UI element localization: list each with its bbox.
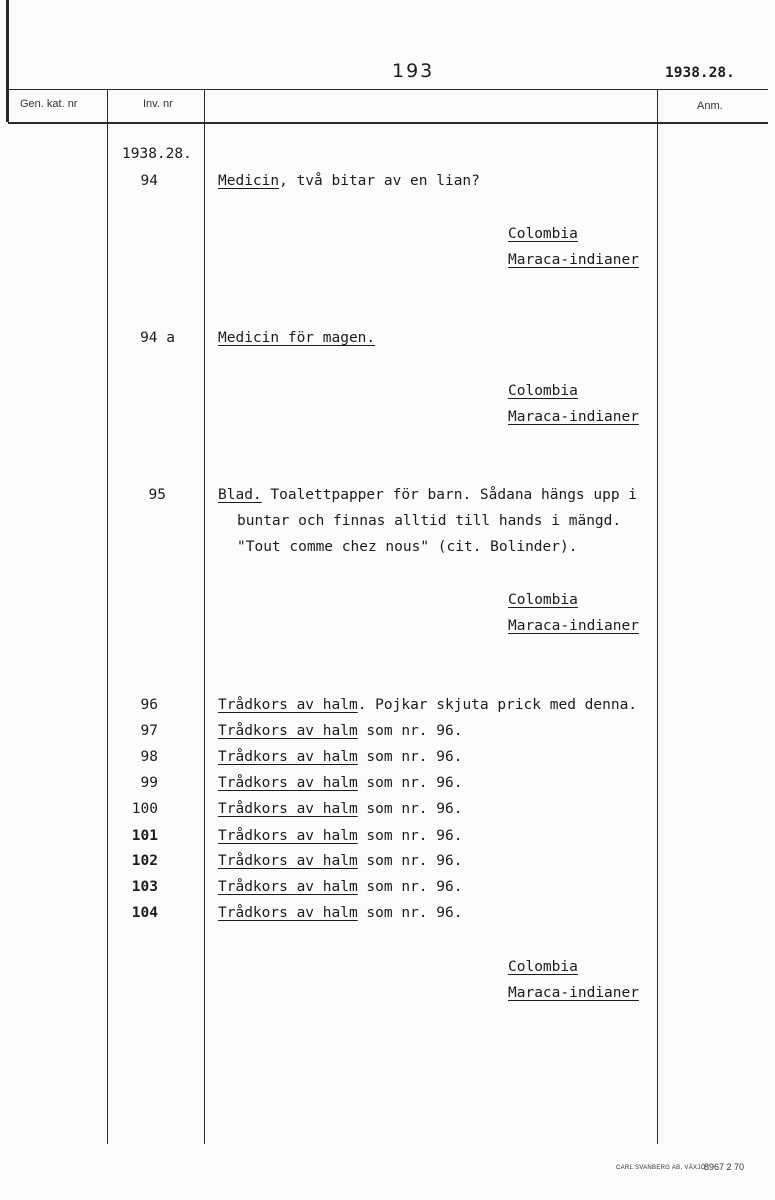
entry-text: Toalettpapper för barn. Sådana hängs upp i	[261, 487, 638, 503]
entry-description	[218, 723, 462, 739]
entry-text: som nr. 96.	[357, 801, 463, 817]
inv-number: 101	[131, 828, 158, 844]
entry-description	[218, 330, 375, 346]
catalog-year: 1938.28.	[665, 65, 735, 81]
print-code: 8967 2 70	[704, 1162, 745, 1172]
inv-number: 94 a	[140, 330, 175, 346]
entry-term: Blad.	[218, 487, 262, 503]
entry-text: som nr. 96.	[357, 828, 463, 844]
inv-number: 97	[140, 723, 158, 739]
entry-text: som nr. 96.	[357, 879, 463, 895]
inv-number: 95	[148, 487, 166, 503]
origin-people: Maraca-indianer	[508, 252, 639, 268]
origin-country: Colombia	[508, 226, 578, 242]
column-header-inv: Inv. nr	[143, 98, 173, 110]
header-rule-top	[8, 89, 768, 90]
entry-term: Trådkors av halm	[218, 801, 358, 817]
inv-number: 98	[140, 749, 158, 765]
entry-continuation: buntar och finnas alltid till hands i mängd.	[237, 513, 622, 529]
column-divider-inv-text	[204, 89, 205, 1144]
entry-text: , två bitar av en lian?	[279, 173, 480, 189]
entry-description	[218, 749, 462, 765]
column-header-anm: Anm.	[697, 100, 723, 112]
inv-number: 94	[140, 173, 158, 189]
inv-number: 100	[131, 801, 158, 817]
collection-reference: 1938.28.	[122, 146, 192, 162]
entry-description	[218, 697, 637, 713]
entry-term: Trådkors av halm	[218, 879, 358, 895]
entry-term: Medicin för magen.	[218, 330, 376, 346]
entry-description	[218, 801, 462, 817]
origin-people: Maraca-indianer	[508, 985, 639, 1001]
entry-term: Trådkors av halm	[218, 749, 358, 765]
entry-text: som nr. 96.	[357, 775, 463, 791]
origin-people: Maraca-indianer	[508, 618, 639, 634]
entry-term: Trådkors av halm	[218, 828, 358, 844]
inv-number: 104	[131, 905, 158, 921]
entry-description	[218, 487, 637, 503]
inv-number: 102	[131, 853, 158, 869]
entry-term: Trådkors av halm	[218, 905, 358, 921]
inv-number: 103	[131, 879, 158, 895]
header-rule-bottom	[8, 122, 768, 124]
entry-term: Trådkors av halm	[218, 697, 358, 713]
entry-term: Trådkors av halm	[218, 723, 358, 739]
entry-description	[218, 905, 462, 921]
entry-term: Trådkors av halm	[218, 775, 358, 791]
origin-country: Colombia	[508, 592, 578, 608]
column-divider-gen-inv	[107, 89, 108, 1144]
entry-description	[218, 828, 462, 844]
page-number: 193	[392, 60, 435, 82]
origin-people: Maraca-indianer	[508, 409, 639, 425]
entry-description	[218, 853, 462, 869]
column-divider-text-anm	[657, 89, 658, 1144]
entry-text: som nr. 96.	[357, 723, 463, 739]
entry-text: som nr. 96.	[357, 853, 463, 869]
entry-text: som nr. 96.	[357, 749, 463, 765]
left-margin-bar	[6, 0, 9, 122]
column-header-gen-kat: Gen. kat. nr	[20, 98, 78, 110]
entry-text: . Pojkar skjuta prick med denna.	[357, 697, 638, 713]
entry-term: Medicin	[218, 173, 280, 189]
entry-description	[218, 173, 480, 189]
inv-number: 99	[140, 775, 158, 791]
entry-description	[218, 775, 462, 791]
entry-continuation: "Tout comme chez nous" (cit. Bolinder).	[237, 539, 578, 555]
origin-country: Colombia	[508, 959, 578, 975]
printer-imprint: CARL SVANBERG AB, VÄXJÖ	[616, 1165, 706, 1171]
entry-term: Trådkors av halm	[218, 853, 358, 869]
entry-description	[218, 879, 462, 895]
inv-number: 96	[140, 697, 158, 713]
entry-text: som nr. 96.	[357, 905, 463, 921]
origin-country: Colombia	[508, 383, 578, 399]
